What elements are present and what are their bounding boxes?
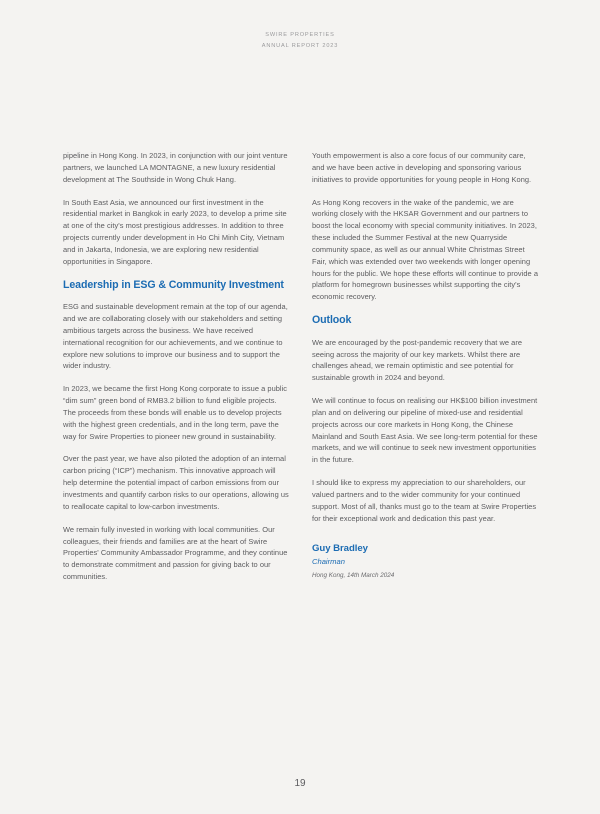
section-heading-outlook: Outlook xyxy=(312,314,352,327)
section-heading-esg: Leadership in ESG & Community Investment xyxy=(63,278,284,291)
paragraph: pipeline in Hong Kong. In 2023, in conjunction with our joint venture partners, we launched LA MONTAGNE, a new luxury residential development at The Southside in Wong Chuk Hang. xyxy=(63,151,288,184)
paragraph: We are encouraged by the post-pandemic recovery that we are seeing across the majority of our key markets. Whilst there are challenges ahead, we remain optimistic and see potential for sustainable growth in 2024 and beyond. xyxy=(312,337,523,383)
paragraph: In South East Asia, we announced our first investment in the residential market in Bangkok in early 2023, to develop a prime site at one of the city's most prestigious addresses. In addition to three projects currently under development in Ho Chi Minh City, Vietnam and in Jakarta, Indonesia, we are exploring new residential opportunities in Singapore. xyxy=(63,197,287,266)
signature-place-date: Hong Kong, 14th March 2024 xyxy=(312,571,395,579)
paragraph: As Hong Kong recovers in the wake of the pandemic, we are working closely with the HKSAR Government and our partners to boost the local economy with special community initiatives. In 2023, these included the Summer Festival at the new Quarryside community space, as well as our annual White Christmas Street Fair, which was extended over two weekends with longer opening hours for the public. We hope these efforts will continue to provide a platform for homegrown businesses whilst supporting the city's economic recovery. xyxy=(312,197,539,302)
paragraph: We will continue to focus on realising our HK$100 billion investment plan and on delivering our pipeline of mixed-use and residential projects across our core markets in Hong Kong, the Chinese Mainland and South East Asia. We see long-term potential for these markets, and we will continue to seek new investment opportunities in the future. xyxy=(312,396,538,465)
signature-block xyxy=(312,543,540,581)
paragraph: Over the past year, we have also piloted the adoption of an internal carbon pricing (“ICP”) mechanism. This innovative approach will help determine the potential impact of carbon emissions from our investments and quantify carbon risks to our operations, allowing us to reallocate capital to low-carbon investments. xyxy=(63,454,289,511)
page-number: 19 xyxy=(294,778,306,789)
signatory-name: Guy Bradley xyxy=(312,542,368,554)
running-head-line-1: SWIRE PROPERTIES xyxy=(265,32,335,38)
paragraph: Youth empowerment is also a core focus of our community care, and we have been active in developing and sponsoring various initiatives to provide opportunities for young people in Hong Kong. xyxy=(312,151,532,184)
running-head-line-2: ANNUAL REPORT 2023 xyxy=(261,42,339,49)
signatory-title: Chairman xyxy=(312,556,345,566)
left-column xyxy=(63,150,291,583)
paragraph: I should like to express my appreciation to our shareholders, our valued partners and to the wider community for your continued support. Most of all, thanks must go to the team at Swire Properties for their exceptional work and dedication this past year. xyxy=(312,478,537,523)
running-head xyxy=(0,30,600,51)
paragraph: In 2023, we became the first Hong Kong corporate to issue a public “dim sum” green bond of RMB3.2 billion to fund eligible projects. The proceeds from these bonds will enable us to develop projects with the highest green credentials, and in the long term, pave the way for Swire Properties to pioneer new ground in sustainability. xyxy=(63,384,288,441)
right-column xyxy=(312,150,540,583)
paragraph: ESG and sustainable development remain at the top of our agenda, and we are collaborating closely with our stakeholders and setting ambitious targets across the business. We have received international recognition for our achievements, and we continue to explore new solutions to improve our business and to support the wider industry. xyxy=(63,302,288,371)
body-columns xyxy=(63,150,540,583)
paragraph: We remain fully invested in working with local communities. Our colleagues, their friends and families are at the heart of Swire Properties' Community Ambassador Programme, and they continue to demonstrate commitment and passion for giving back to our communities. xyxy=(63,524,288,582)
